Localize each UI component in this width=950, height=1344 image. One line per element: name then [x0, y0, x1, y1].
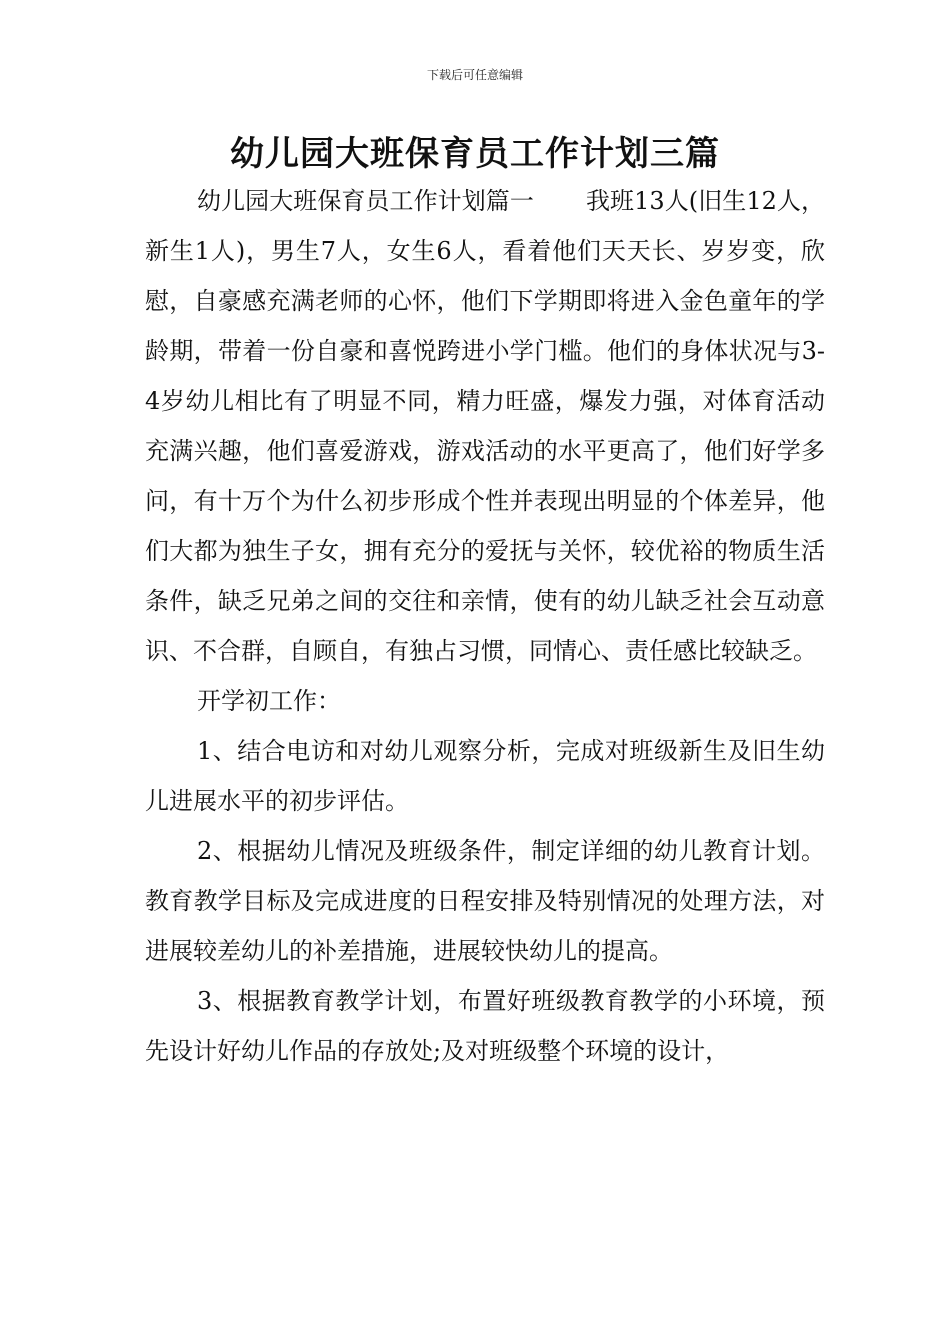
paragraph-intro — [145, 176, 825, 676]
document-body — [145, 176, 825, 1076]
paragraph-opening-work: 开学初工作： — [197, 687, 341, 715]
paragraph-item-2: 2、根据幼儿情况及班级条件，制定详细的幼儿教育计划。教育教学目标及完成进度的日程安排及特别情况的处理方法，对进展较差幼儿的补差措施，进展较快幼儿的提高。 — [145, 837, 825, 965]
paragraph-item-3: 3、根据教育教学计划，布置好班级教育教学的小环境，预先设计好幼儿作品的存放处;及对班级整个环境的设计， — [145, 987, 825, 1065]
header-note: 下载后可任意编辑 — [426, 68, 523, 82]
paragraph-item-1: 1、结合电访和对幼儿观察分析，完成对班级新生及旧生幼儿进展水平的初步评估。 — [145, 737, 825, 815]
paragraph-text: 我班13人(旧生12人，新生1人)，男生7人，女生6人，看着他们天天长、岁岁变，欣慰，自豪感充满老师的心怀，他们下学期即将进入金色童年的学龄期，带着一份自豪和喜悦跨进小学门槛。他们的身体状况与3-4岁幼儿相比有了明显不同，精力旺盛，爆发力强，对体育活动充满兴趣，他们喜爱游戏，游戏活动的水平更高了，他们好学多问，有十万个为什么初步形成个性并表现出明显的个体差异，他们大都为独生子女，拥有充分的爱抚与关怀，较优裕的物质生活条件，缺乏兄弟之间的交往和亲情，使有的幼儿缺乏社会互动意识、不合群，自顾自，有独占习惯，同情心、责任感比较缺乏。 — [145, 187, 825, 665]
section-heading: 幼儿园大班保育员工作计划篇一 — [197, 187, 534, 215]
document-title: 幼儿园大班保育员工作计划三篇 — [230, 134, 720, 174]
